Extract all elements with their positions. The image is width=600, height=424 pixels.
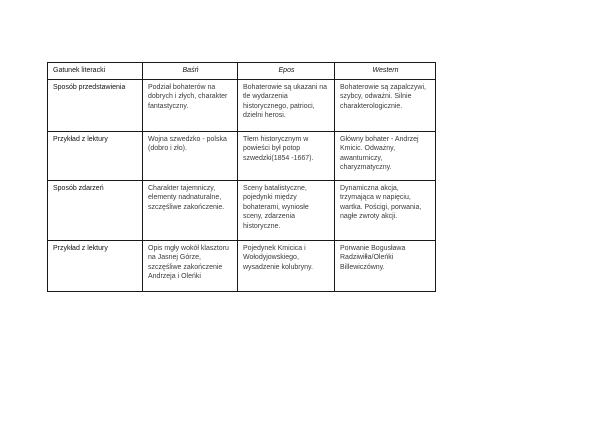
cell-western: Bohaterowie są zapalczywi, szybcy, odważni. Silnie charakterologicznie. — [335, 80, 436, 132]
table-row — [48, 132, 436, 181]
cell-basn: Wojna szwedzko - polska (dobro i zło). — [143, 132, 238, 181]
cell-epos: Tłem historycznym w powieści był potop szwedzki(1854 -1667). — [238, 132, 335, 181]
table-row — [48, 80, 436, 132]
table-row — [48, 241, 436, 292]
row-label: Przykład z lektury — [48, 241, 143, 292]
comparison-table — [47, 62, 436, 292]
row-label: Przykład z lektury — [48, 132, 143, 181]
header-genre: Gatunek literacki — [48, 63, 143, 80]
cell-western: Główny bohater - Andrzej Kmicic. Odważny, awanturniczy, charyzmatyczny. — [335, 132, 436, 181]
header-epos: Epos — [238, 63, 335, 80]
cell-basn: Charakter tajemniczy, elementy nadnaturalne, szczęśliwe zakończenie. — [143, 181, 238, 241]
header-basn: Baśń — [143, 63, 238, 80]
cell-epos: Sceny batalistyczne, pojedynki między bohaterami, wyniosłe sceny, zdarzenia historyczne. — [238, 181, 335, 241]
row-label: Sposób przedstawienia — [48, 80, 143, 132]
table-header-row — [48, 63, 436, 80]
cell-western: Dynamiczna akcja, trzymająca w napięciu, wartka. Pościgi, porwania, nagłe zwroty akcji. — [335, 181, 436, 241]
table-row — [48, 181, 436, 241]
cell-epos: Bohaterowie są ukazani na tle wydarzenia historycznego, patrioci, dzielni herosi. — [238, 80, 335, 132]
row-label: Sposób zdarzeń — [48, 181, 143, 241]
cell-epos: Pojedynek Kmicica i Wołodyjowskiego, wysadzenie kolubryny. — [238, 241, 335, 292]
cell-basn: Podział bohaterów na dobrych i złych, charakter fantastyczny. — [143, 80, 238, 132]
cell-basn: Opis mgły wokół klasztoru na Jasnej Górze, szczęśliwe zakończenie Andrzeja i Oleńki — [143, 241, 238, 292]
header-western: Western — [335, 63, 436, 80]
cell-western: Porwanie Bogusława Radziwiłła/Oleńki Billewiczówny. — [335, 241, 436, 292]
